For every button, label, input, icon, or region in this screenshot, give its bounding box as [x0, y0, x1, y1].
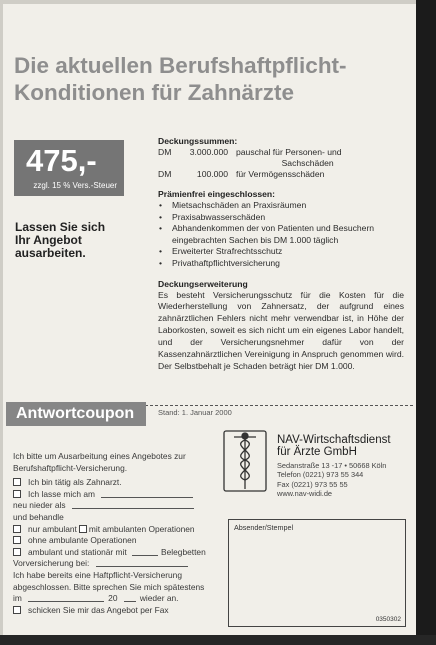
year-prefix-label: 20 — [108, 593, 118, 604]
coverage-row — [158, 158, 404, 169]
settle-cont-label: neu nieder als — [13, 500, 66, 511]
coverage-desc: Sachschäden — [281, 158, 334, 168]
option-row — [13, 489, 213, 501]
included-item: • Erweiterter Strafrechtsschutz — [158, 246, 404, 258]
outpatient-only-label: nur ambulant — [28, 523, 77, 534]
contact-month-field[interactable] — [28, 593, 104, 602]
coverage-currency — [158, 158, 170, 169]
sender-stamp-box[interactable] — [228, 519, 406, 627]
page-edge-shadow — [416, 0, 436, 645]
stamp-label: Absender/Stempel — [234, 523, 294, 532]
prior-insurance-label: Vorversicherung bei: — [13, 558, 90, 569]
active-label: Ich bin tätig als Zahnarzt. — [28, 477, 122, 488]
company-web: www.nav-widi.de — [277, 489, 333, 499]
headline — [14, 52, 409, 106]
prior-insurance-field[interactable] — [96, 558, 188, 567]
price-tax-note: zzgl. 15 % Vers.-Steuer — [33, 181, 117, 190]
again-label: wieder an. — [139, 593, 179, 604]
option-row — [13, 535, 213, 547]
call-to-action — [15, 221, 135, 260]
with-outpatient-ops-checkbox[interactable] — [79, 525, 87, 533]
coupon-title: Antwortcoupon — [6, 402, 146, 426]
headline-line-2: Konditionen für Zahnärzte — [14, 80, 294, 105]
in-out-patient-label: ambulant und stationär mit — [28, 546, 127, 557]
option-row — [13, 547, 213, 559]
company-contact — [277, 461, 412, 499]
treat-label: und behandle — [13, 511, 64, 522]
fax-checkbox[interactable] — [13, 606, 21, 614]
without-ops-checkbox[interactable] — [13, 536, 21, 544]
extension-title: Deckungserweiterung — [158, 278, 248, 289]
coverage-list — [158, 147, 404, 180]
coverage-desc: für Vermögensschäden — [236, 169, 325, 179]
included-item: • Praxisabwasserschäden — [158, 212, 404, 224]
option-row — [13, 477, 213, 489]
coverage-amount — [170, 158, 219, 169]
outpatient-only-checkbox[interactable] — [13, 525, 21, 533]
price-box — [14, 140, 124, 196]
company-name-line-1: NAV-Wirtschaftsdienst — [277, 434, 391, 446]
coverage-title: Deckungssummen: — [158, 136, 238, 146]
company-info — [277, 434, 412, 499]
form-intro-line-1: Ich bitte um Ausarbeitung eines Angebotes zur — [13, 451, 186, 461]
included-item: • Mietsachschäden an Praxisräumen — [158, 200, 404, 212]
prior-text-line-2: abgeschlossen. Bitte sprechen Sie mich spätestens — [13, 581, 205, 592]
coverage-amount: 100.000 — [196, 169, 228, 179]
settle-checkbox[interactable] — [13, 490, 21, 498]
coverage-row — [158, 169, 404, 180]
coverage-currency: DM — [158, 169, 172, 179]
company-name-line-2: für Ärzte GmbH — [277, 446, 357, 458]
coverage-desc: pauschal für Personen- und — [236, 147, 342, 157]
fax-label: schicken Sie mir das Angebot per Fax — [28, 604, 169, 615]
settle-label: Ich lasse mich am — [28, 488, 96, 499]
coupon-date: Stand: 1. Januar 2000 — [158, 408, 232, 417]
included-item: • Privathaftpflichtversicherung — [158, 258, 404, 270]
company-street: Sedanstraße 13 -17 • 50668 Köln — [277, 461, 387, 470]
coverage-currency: DM — [158, 147, 172, 157]
option-row — [13, 593, 213, 605]
option-row — [13, 605, 213, 617]
extension-text: Es besteht Versicherungsschutz für die Kosten für die Wiederherstellung von Zahnersatz, der aufgrund eines zahnärztlichen Fehlers nicht mehr verwendbar ist, in Höhe der Laborkosten, soweit es sich nicht um ein eigenes Labor handelt, und der Versicherungsnehmer dafür von der Kassenzahnärztlichen Vereinigung in Anspruch genommen wird. Der Selbstbehalt je Schaden beträgt hier DM 1.000. — [158, 289, 404, 371]
with-outpatient-ops-label: mit ambulanten Operationen — [88, 523, 195, 534]
option-row — [13, 524, 213, 536]
prior-text-line-1: Ich habe bereits eine Haftpflicht-Versicherung — [13, 569, 182, 580]
included-item: • Abhandenkommen der von Patienten und Besuchern eingebrachten Sachen bis DM 1.000 täglich — [158, 223, 404, 246]
without-ops-label: ohne ambulante Operationen — [28, 535, 137, 546]
active-checkbox[interactable] — [13, 478, 21, 486]
option-row — [13, 500, 213, 512]
caduceus-logo — [220, 428, 270, 494]
conditions-details — [158, 136, 404, 373]
cta-line-2: Ihr Angebot — [15, 233, 82, 247]
company-phone: Telefon (0221) 973 55 344 — [277, 470, 364, 480]
beds-count-field[interactable] — [132, 547, 158, 556]
headline-line-1: Die aktuellen Berufshaftpflicht- — [14, 53, 347, 78]
option-row — [13, 558, 213, 570]
coupon-form — [13, 451, 213, 616]
settle-as-field[interactable] — [72, 500, 194, 509]
form-intro-line-2: Berufshaftpflicht-Versicherung. — [13, 462, 128, 473]
contact-year-field[interactable] — [124, 593, 136, 602]
included-title: Prämienfrei eingeschlossen: — [158, 189, 276, 199]
coverage-row — [158, 147, 404, 158]
cta-line-3: ausarbeiten. — [15, 246, 86, 260]
in-out-patient-checkbox[interactable] — [13, 548, 21, 556]
beds-label: Belegbetten — [161, 546, 206, 557]
company-fax: Fax (0221) 973 55 55 — [277, 479, 348, 489]
price-value: 475,- — [26, 143, 97, 178]
included-list — [158, 200, 404, 270]
cut-line — [140, 405, 413, 406]
page-bottom-shadow — [0, 635, 436, 645]
settle-date-field[interactable] — [101, 489, 193, 498]
form-code: 0350302 — [375, 616, 401, 623]
coverage-amount: 3.000.000 — [189, 147, 228, 157]
cta-line-1: Lassen Sie sich — [15, 220, 106, 234]
im-label: im — [13, 593, 22, 604]
